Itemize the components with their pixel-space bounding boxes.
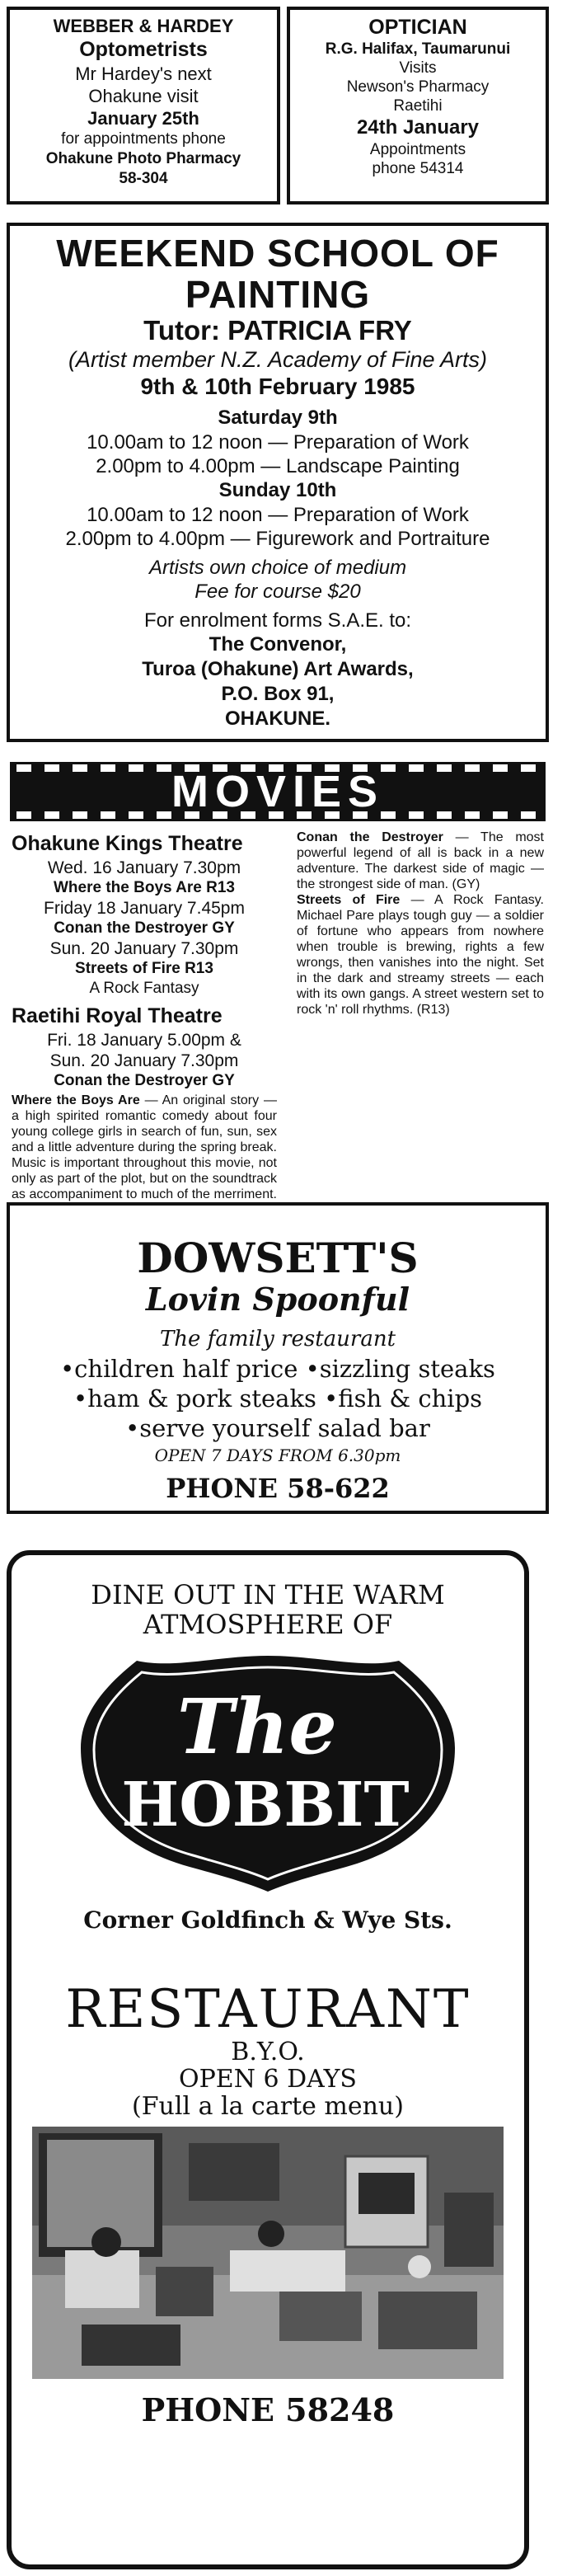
- review-where-the-boys-are: [12, 1093, 277, 1218]
- painting-address-line-4: OHAKUNE.: [224, 707, 330, 730]
- painting-medium: Artists own choice of medium: [148, 557, 407, 579]
- optician-phone: phone 54314: [372, 160, 464, 177]
- webber-profession: Optometrists: [79, 38, 208, 61]
- dowsett-subtitle: Lovin Spoonful: [145, 1281, 410, 1318]
- review-1-text: — An original story — a high spirited romantic comedy about four young college girls in search of fun, sun, sex and a little adventure during the spring break. Music is important throughout this movie, not only as part of the plot, but on the soundtrack as accompaniment to much of the merriment.: [12, 1093, 277, 1201]
- webber-phone-number: 58-304: [119, 170, 168, 187]
- kings-showing-1-date: Wed. 16 January 7.30pm: [47, 858, 241, 877]
- movies-right-column: [297, 830, 544, 1018]
- optician-ad: [287, 7, 549, 204]
- painting-tutor: Tutor: PATRICIA FRY: [143, 315, 412, 346]
- optician-pharmacy: Newson's Pharmacy: [346, 78, 490, 96]
- webber-visit-line-1: Mr Hardey's next: [75, 63, 212, 84]
- hobbit-address: Corner Goldfinch & Wye Sts.: [83, 1906, 452, 1934]
- royal-showing-film: Conan the Destroyer GY: [54, 1072, 235, 1089]
- review-3-text: — A Rock Fantasy. Michael Pare plays tough guy — a soldier of fortune who appears from nowhere when trouble is brewing, rights a few wrongs, then vanishes into the night. Set in the dark and streamy streets — each with its own gangs. A street western set to rock 'n' roll rhythms. (R13): [297, 893, 545, 1017]
- optician-visits: Visits: [399, 59, 437, 77]
- saturday-session-1: 10.00am to 12 noon — Preparation of Work: [87, 431, 469, 454]
- dowsett-tagline: The family restaurant: [159, 1327, 396, 1351]
- saturday-session-2: 2.00pm to 4.00pm — Landscape Painting: [96, 455, 460, 477]
- webber-business-name: WEBBER & HARDEY: [53, 16, 234, 36]
- kings-showing-3-date: Sun. 20 January 7.30pm: [49, 939, 239, 958]
- hobbit-phone: PHONE 58248: [141, 2391, 395, 2428]
- painting-address-line-3: P.O. Box 91,: [221, 683, 335, 705]
- optician-heading: OPTICIAN: [368, 16, 467, 39]
- painting-credential: (Artist member N.Z. Academy of Fine Arts): [68, 347, 488, 372]
- hobbit-menu-note: (Full a la carte menu): [132, 2092, 404, 2121]
- movies-listing: [7, 759, 549, 1201]
- review-streets-of-fire: [297, 892, 544, 1018]
- optician-name: R.G. Halifax, Taumarunui: [325, 40, 511, 58]
- review-2-text: — The most powerful legend of all is back in a new adventure. The darkest side of magic — the strongest side of man. (GY): [297, 830, 544, 891]
- dowsett-phone: PHONE 58-622: [166, 1473, 390, 1504]
- kings-theatre-heading: Ohakune Kings Theatre: [12, 832, 243, 855]
- webber-visit-line-2: Ohakune visit: [88, 86, 199, 106]
- webber-pharmacy-name: Ohakune Photo Pharmacy: [45, 150, 241, 167]
- painting-address-line-1: The Convenor,: [209, 633, 347, 656]
- logo-the-word: The: [177, 1682, 337, 1771]
- hobbit-open-days: OPEN 6 DAYS: [179, 2065, 357, 2094]
- webber-appointments-text: for appointments phone: [61, 130, 226, 148]
- painting-dates: 9th & 10th February 1985: [140, 374, 415, 399]
- kings-showing-2-film: Conan the Destroyer GY: [54, 919, 235, 937]
- review-3-title: Streets of Fire: [297, 893, 401, 907]
- painting-address-line-2: Turoa (Ohakune) Art Awards,: [142, 658, 414, 680]
- kings-showing-3-subtitle: A Rock Fantasy: [89, 980, 199, 997]
- optician-appointments: Appointments: [369, 141, 466, 158]
- sunday-session-1: 10.00am to 12 noon — Preparation of Work: [87, 504, 469, 526]
- movies-left-column: [12, 831, 277, 1218]
- webber-visit-date: January 25th: [87, 108, 199, 129]
- movies-banner: [10, 762, 546, 821]
- dowsett-feature-3: •serve yourself salad bar: [125, 1414, 430, 1442]
- sunday-session-2: 2.00pm to 4.00pm — Figurework and Portraiture: [65, 528, 490, 550]
- hobbit-intro-line-1: DINE OUT IN THE WARM: [91, 1579, 445, 1610]
- royal-showing-date-1: Fri. 18 January 5.00pm &: [47, 1031, 241, 1050]
- optician-town: Raetihi: [393, 97, 443, 115]
- hobbit-shield-logo: [74, 1651, 462, 1895]
- royal-showing-date-2: Sun. 20 January 7.30pm: [49, 1051, 239, 1070]
- dowsett-feature-2: •ham & pork steaks •fish & chips: [73, 1384, 483, 1413]
- review-conan-the-destroyer: [297, 830, 544, 892]
- hobbit-byo: B.Y.O.: [231, 2038, 305, 2066]
- painting-enrol-text: For enrolment forms S.A.E. to:: [143, 609, 412, 632]
- kings-showing-1-film: Where the Boys Are R13: [54, 879, 235, 896]
- hobbit-restaurant-ad: [7, 1550, 529, 2569]
- hobbit-intro-line-2: ATMOSPHERE OF: [143, 1609, 393, 1640]
- kings-showing-2-date: Friday 18 January 7.45pm: [44, 899, 245, 918]
- logo-hobbit-word: HOBBIT: [121, 1770, 410, 1840]
- kings-showing-3-film: Streets of Fire R13: [75, 960, 213, 977]
- painting-fee: Fee for course $20: [194, 581, 361, 603]
- sunday-heading: Sunday 10th: [218, 479, 337, 501]
- painting-title-line-2: PAINTING: [185, 273, 371, 316]
- hobbit-intro: [12, 1580, 524, 1639]
- movies-banner-title: MOVIES: [171, 767, 385, 816]
- review-2-title: Conan the Destroyer: [297, 830, 443, 844]
- royal-theatre-heading: Raetihi Royal Theatre: [12, 1004, 223, 1027]
- dowsett-name: DOWSETT'S: [137, 1234, 419, 1282]
- optician-date: 24th January: [356, 116, 480, 139]
- dowsetts-restaurant-ad: [7, 1202, 549, 1514]
- restaurant-interior-photo: [32, 2127, 504, 2379]
- review-1-title: Where the Boys Are: [12, 1093, 140, 1107]
- hobbit-restaurant-heading: RESTAURANT: [65, 1979, 471, 2040]
- dowsett-feature-1: •children half price •sizzling steaks: [60, 1355, 495, 1383]
- painting-title-line-1: WEEKEND SCHOOL OF: [56, 232, 499, 275]
- painting-school-ad: [7, 223, 549, 742]
- saturday-heading: Saturday 9th: [218, 407, 338, 429]
- dowsett-hours: OPEN 7 DAYS FROM 6.30pm: [154, 1445, 401, 1465]
- webber-hardey-ad: [7, 7, 280, 204]
